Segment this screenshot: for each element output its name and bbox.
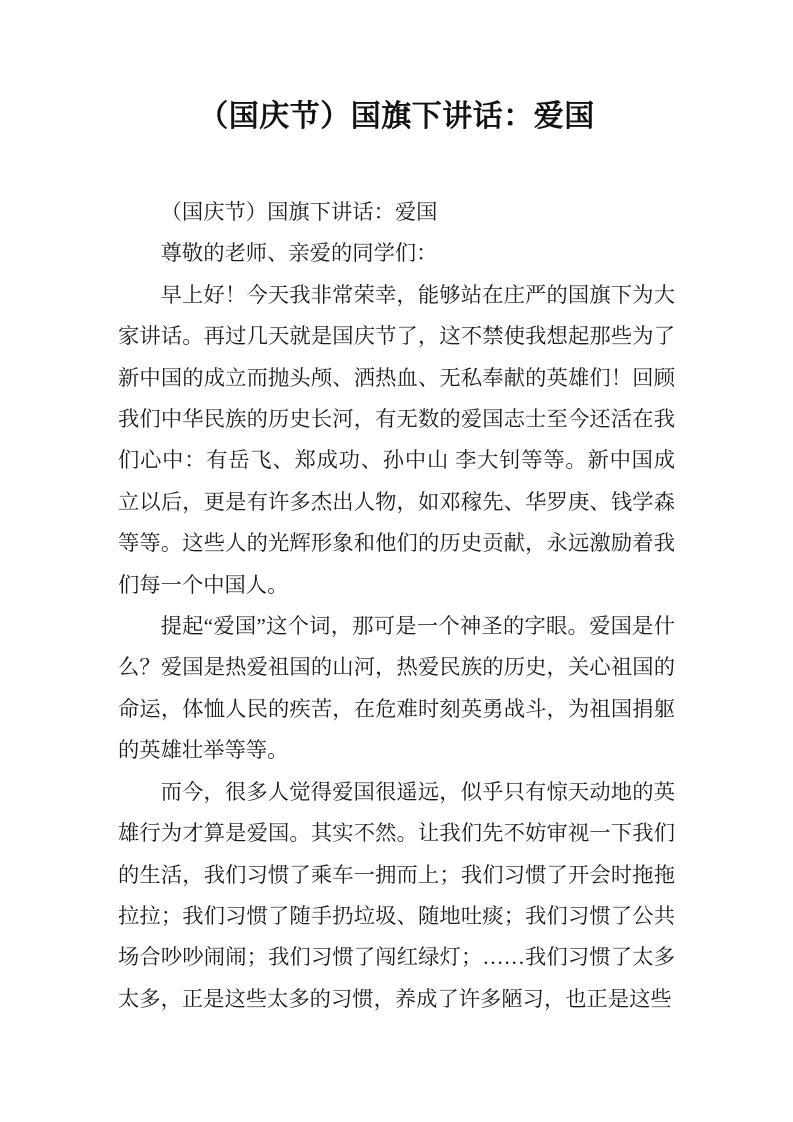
paragraph-subtitle: （国庆节）国旗下讲话：爱国 — [160, 200, 438, 224]
paragraph-salutation: 尊敬的老师、亲爱的同学们： — [160, 241, 438, 266]
paragraph-body-3: 而今，很多人觉得爱国很遥远，似乎只有惊天动地的英雄行为才算是爱国。其实不然。让我们先不妨审视一下我们的生活，我们习惯了乘车一拥而上；我们习惯了开会时拖拖拉拉；我们习惯了随手扔垃圾、随地吐痰；我们习惯了公共场合吵吵闹闹；我们习惯了闯红绿灯；……我们习惯了太多太多，正是这些太多的习惯，养成了许多陋习，也正是这些 — [118, 779, 675, 1011]
document-body — [118, 192, 675, 1020]
document-title: （国庆节）国旗下讲话：爱国 — [198, 100, 595, 133]
paragraph-body-1: 早上好！今天我非常荣幸，能够站在庄严的国旗下为大家讲话。再过几天就是国庆节了，这不禁使我想起那些为了新中国的成立而抛头颅、洒热血、无私奉献的英雄们！回顾我们中华民族的历史长河，有无数的爱国志士至今还活在我们心中：有岳飞、郑成功、孙中山 李大钊等等。新中国成立以后，更是有许多杰出人物，如邓稼先、华罗庚、钱学森等等。这些人的光辉形象和他们的历史贡献，永远激励着我们每一个中国人。 — [118, 282, 675, 597]
paragraph-body-2: 提起“爱国”这个词，那可是一个神圣的字眼。爱国是什么？爱国是热爱祖国的山河，热爱民族的历史，关心祖国的命运，体恤人民的疾苦，在危难时刻英勇战斗，为祖国捐躯的英雄壮举等等。 — [118, 614, 675, 763]
